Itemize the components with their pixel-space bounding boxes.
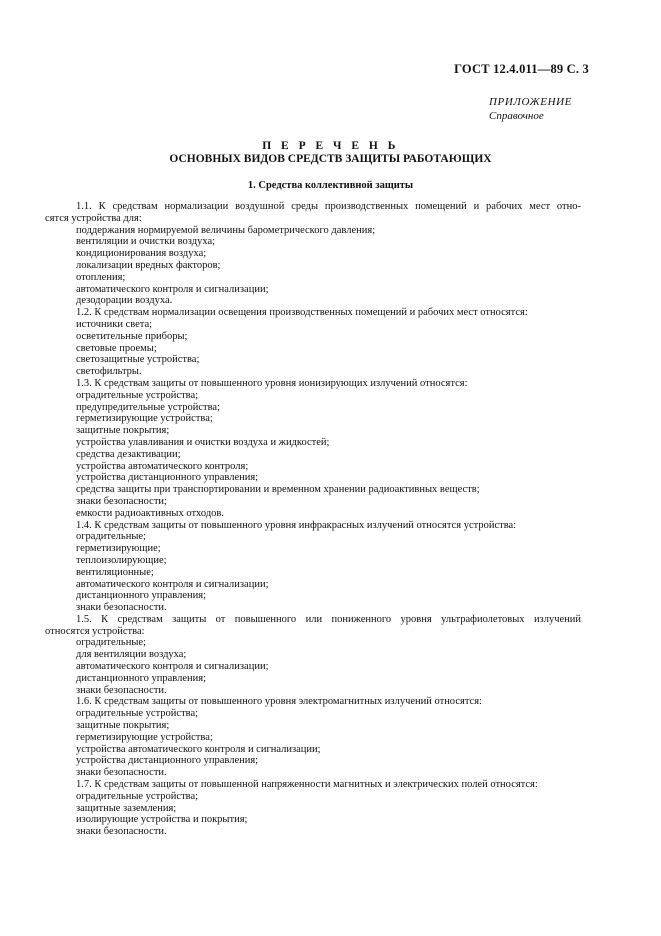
- text-line: 1.3. К средствам защиты от повышенного уровня ионизирующих излучений относятся:: [76, 377, 468, 389]
- list-item: дистанционного управления;: [76, 590, 206, 602]
- section-heading: 1. Средства коллективной защиты: [247, 180, 414, 191]
- title-line-1: П Е Р Е Ч Е Н Ь: [262, 140, 399, 152]
- list-item: оградительные устройства;: [76, 389, 199, 401]
- list-item: защитные заземления;: [76, 802, 177, 814]
- list-item: светозащитные устройства;: [76, 354, 200, 366]
- list-item: поддержания нормируемой величины барометрического давления;: [76, 224, 376, 236]
- list-item: автоматического контроля и сигнализации;: [76, 578, 269, 590]
- list-item: локализации вредных факторов;: [76, 259, 221, 271]
- appendix-note: Справочное: [489, 110, 544, 122]
- document-body: [45, 201, 581, 838]
- list-item: средства защиты при транспортировании и временном хранении радиоактивных веществ;: [76, 484, 480, 496]
- list-item: светофильтры.: [76, 366, 142, 378]
- list-item: устройства автоматического контроля;: [76, 460, 249, 472]
- text-line: 1.6. К средствам защиты от повышенного уровня электромагнитных излучений относятся:: [76, 696, 482, 708]
- list-item: знаки безопасности.: [76, 767, 167, 779]
- list-item: кондиционирования воздуха;: [76, 248, 207, 260]
- list-item: оградительные;: [76, 637, 146, 649]
- list-item: устройства автоматического контроля и сигнализации;: [76, 743, 321, 755]
- text-line: 1.7. К средствам защиты от повышенной напряженности магнитных и электрических полей относятся:: [76, 779, 538, 791]
- list-item: осветительные приборы;: [76, 330, 188, 342]
- text-line: 1.4. К средствам защиты от повышенного уровня инфракрасных излучений относятся устройства:: [76, 519, 517, 531]
- list-item: знаки безопасности.: [76, 826, 167, 838]
- list-item: вентиляционные;: [76, 566, 154, 578]
- list-item: герметизирующие;: [76, 543, 161, 555]
- text-line: 1.5. К средствам защиты от повышенного или пониженного уровня ультрафиолетовых излучений: [76, 613, 581, 625]
- text-line: относятся устройства:: [45, 625, 145, 637]
- list-item: оградительные;: [76, 531, 146, 543]
- appendix-block: [489, 95, 572, 123]
- list-item: вентиляции и очистки воздуха;: [76, 236, 216, 248]
- list-item: дезодорации воздуха.: [76, 295, 173, 307]
- list-item: оградительные устройства;: [76, 708, 199, 720]
- list-item: оградительные устройства;: [76, 790, 199, 802]
- list-item: герметизирующие устройства;: [76, 731, 213, 743]
- text-line: 1.2. К средствам нормализации освещения производственных помещений и рабочих мест относятся:: [76, 307, 528, 319]
- list-item: отопления;: [76, 271, 126, 283]
- title-line-2: ОСНОВНЫХ ВИДОВ СРЕДСТВ ЗАЩИТЫ РАБОТАЮЩИХ: [169, 153, 492, 165]
- list-item: для вентиляции воздуха;: [76, 649, 187, 661]
- text-line: 1.1. К средствам нормализации воздушной среды производственных помещений и рабочих мест отно-: [76, 201, 581, 212]
- list-item: защитные покрытия;: [76, 720, 170, 732]
- list-item: знаки безопасности.: [76, 684, 167, 696]
- list-item: автоматического контроля и сигнализации;: [76, 283, 269, 295]
- list-item: емкости радиоактивных отходов.: [76, 507, 225, 519]
- list-item: защитные покрытия;: [76, 425, 170, 437]
- list-item: знаки безопасности.: [76, 602, 167, 614]
- list-item: теплоизолирующие;: [76, 554, 167, 566]
- list-item: световые проемы;: [76, 342, 157, 354]
- appendix-label: ПРИЛОЖЕНИЕ: [489, 96, 572, 108]
- list-item: герметизирующие устройства;: [76, 413, 213, 425]
- list-item: знаки безопасности;: [76, 495, 167, 507]
- list-item: устройства улавливания и очистки воздуха и жидкостей;: [76, 436, 330, 448]
- list-item: автоматического контроля и сигнализации;: [76, 661, 269, 673]
- list-item: предупредительные устройства;: [76, 401, 220, 413]
- page-header-code: ГОСТ 12.4.011—89 С. 3: [454, 62, 589, 76]
- list-item: дистанционного управления;: [76, 672, 206, 684]
- list-item: средства дезактивации;: [76, 448, 181, 460]
- list-item: устройства дистанционного управления;: [76, 755, 259, 767]
- list-item: устройства дистанционного управления;: [76, 472, 259, 484]
- document-title: [0, 140, 661, 166]
- list-item: источники света;: [76, 318, 153, 330]
- text-line: сятся устройства для:: [45, 212, 142, 224]
- list-item: изолирующие устройства и покрытия;: [76, 814, 248, 826]
